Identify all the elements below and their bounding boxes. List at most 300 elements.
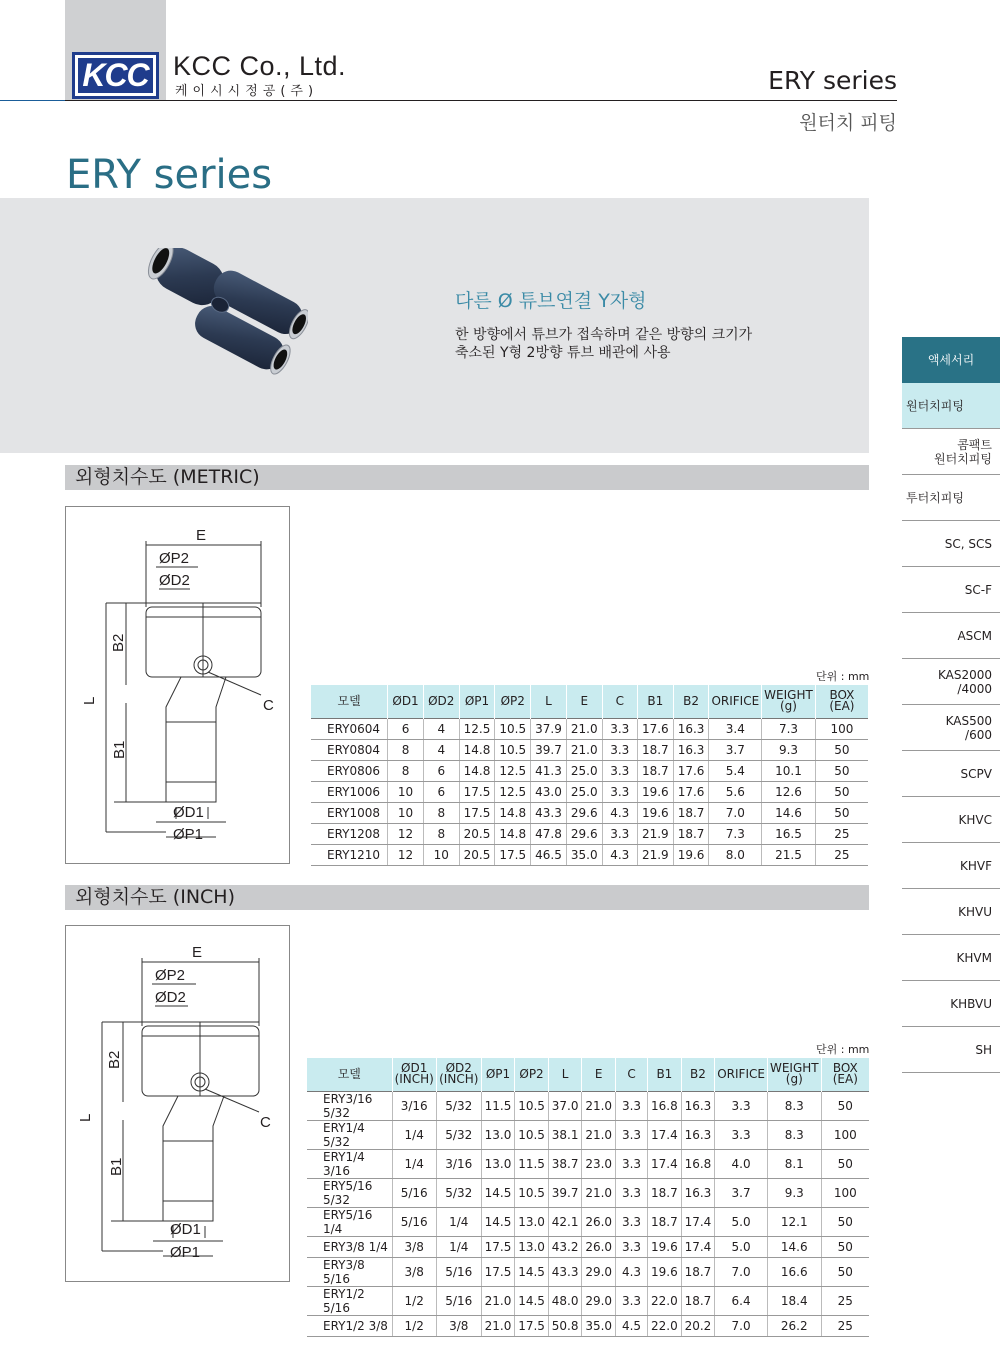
- value-cell: 14.8: [495, 802, 531, 823]
- value-cell: 3.3: [615, 1120, 647, 1149]
- col-l: L: [531, 685, 567, 718]
- col-p1: ØP1: [459, 685, 495, 718]
- value-cell: 4.3: [615, 1257, 647, 1286]
- sidebar-item-label: KAS500: [945, 713, 992, 728]
- value-cell: 21.0: [582, 1091, 616, 1120]
- value-cell: 6: [423, 760, 459, 781]
- value-cell: 4.0: [715, 1149, 768, 1178]
- value-cell: 47.8: [531, 823, 567, 844]
- value-cell: 12.5: [495, 781, 531, 802]
- value-cell: 17.5: [515, 1315, 549, 1336]
- value-cell: 21.5: [762, 844, 816, 865]
- table-row: [307, 1178, 869, 1207]
- model-cell: ERY1006: [311, 781, 388, 802]
- value-cell: 21.0: [582, 1120, 616, 1149]
- value-cell: 35.0: [582, 1315, 616, 1336]
- value-cell: 7.0: [715, 1315, 768, 1336]
- value-cell: 5.4: [709, 760, 762, 781]
- value-cell: 8.1: [767, 1149, 821, 1178]
- inch-dim-p2: ØP2: [155, 967, 186, 984]
- hero-desc-line-1: 한 방향에서 튜브가 접속하며 같은 방향의 크기가: [455, 327, 753, 343]
- value-cell: 3.3: [715, 1120, 768, 1149]
- product-image: [118, 248, 308, 388]
- value-cell: 1/2: [392, 1315, 436, 1336]
- value-cell: 50.8: [548, 1315, 582, 1336]
- value-cell: 14.5: [515, 1286, 549, 1315]
- value-cell: 10.5: [495, 718, 531, 739]
- sidebar-item-sc-scs[interactable]: [902, 521, 1000, 567]
- value-cell: 17.4: [681, 1236, 715, 1257]
- value-cell: 3.3: [615, 1236, 647, 1257]
- value-cell: 48.0: [548, 1286, 582, 1315]
- value-cell: 50: [815, 760, 868, 781]
- table-row: [307, 1286, 869, 1315]
- value-cell: 8: [423, 823, 459, 844]
- value-cell: 14.6: [767, 1236, 821, 1257]
- inch-dim-b2: B2: [106, 1050, 123, 1069]
- value-cell: 5/16: [392, 1207, 436, 1236]
- metric-dim-e: E: [196, 527, 207, 544]
- value-cell: 16.3: [681, 1178, 715, 1207]
- inch-dim-d1: ØD1: [170, 1221, 201, 1238]
- table-row: [307, 1120, 869, 1149]
- sidebar-item-label: SC-F: [964, 582, 992, 597]
- col-c: C: [602, 685, 637, 718]
- company-name: KCC Co., Ltd.: [173, 51, 347, 81]
- value-cell: 16.5: [762, 823, 816, 844]
- value-cell: 22.0: [648, 1315, 682, 1336]
- col-b1: B1: [637, 685, 673, 718]
- value-cell: 18.7: [681, 1286, 715, 1315]
- col-p1: ØP1: [481, 1058, 515, 1091]
- value-cell: 29.0: [582, 1257, 616, 1286]
- value-cell: 8.0: [709, 844, 762, 865]
- value-cell: 3/16: [392, 1091, 436, 1120]
- model-cell: ERY1208: [311, 823, 388, 844]
- model-cell: ERY0804: [311, 739, 388, 760]
- value-cell: 39.7: [548, 1178, 582, 1207]
- col-box: [821, 1058, 869, 1091]
- value-cell: 25: [821, 1315, 869, 1336]
- value-cell: 7.0: [709, 802, 762, 823]
- sidebar-item-label: KHVM: [956, 950, 992, 965]
- inch-dimension-drawing: [65, 925, 290, 1282]
- metric-dim-p2: ØP2: [159, 550, 190, 567]
- value-cell: 26.0: [582, 1236, 616, 1257]
- table-row: [311, 760, 868, 781]
- col-model: 모델: [311, 685, 388, 718]
- value-cell: 10.5: [515, 1091, 549, 1120]
- col-orifice: ORIFICE: [715, 1058, 768, 1091]
- value-cell: 50: [821, 1149, 869, 1178]
- value-cell: 3.7: [715, 1178, 768, 1207]
- value-cell: 8: [388, 760, 424, 781]
- value-cell: 17.4: [681, 1207, 715, 1236]
- model-cell: ERY3/16 5/32: [307, 1091, 392, 1120]
- value-cell: 8.3: [767, 1120, 821, 1149]
- company-logo: [72, 52, 159, 99]
- value-cell: 5/32: [436, 1091, 481, 1120]
- value-cell: 11.5: [481, 1091, 515, 1120]
- value-cell: 13.0: [515, 1207, 549, 1236]
- sidebar-item-accessory[interactable]: [902, 337, 1000, 383]
- value-cell: 7.0: [715, 1257, 768, 1286]
- value-cell: 14.6: [762, 802, 816, 823]
- value-cell: 25: [815, 823, 868, 844]
- col-d1-label: ØD1: [401, 1061, 428, 1076]
- model-cell: ERY1/2 3/8: [307, 1315, 392, 1336]
- value-cell: 1/2: [392, 1286, 436, 1315]
- value-cell: 10: [388, 781, 424, 802]
- value-cell: 18.7: [637, 739, 673, 760]
- value-cell: 29.6: [566, 823, 602, 844]
- metric-unit-label: 단위 : mm: [816, 670, 870, 683]
- metric-table-header: [311, 685, 868, 718]
- sidebar-item-khvu[interactable]: [902, 889, 1000, 935]
- value-cell: 1/4: [392, 1120, 436, 1149]
- value-cell: 35.0: [566, 844, 602, 865]
- col-box-unit: (EA): [829, 699, 855, 714]
- value-cell: 3.4: [709, 718, 762, 739]
- value-cell: 16.3: [681, 1091, 715, 1120]
- value-cell: 17.4: [648, 1120, 682, 1149]
- value-cell: 5.0: [715, 1207, 768, 1236]
- value-cell: 37.9: [531, 718, 567, 739]
- sidebar-item-one-touch-fitting[interactable]: [902, 383, 1000, 429]
- value-cell: 14.8: [459, 739, 495, 760]
- value-cell: 16.3: [681, 1120, 715, 1149]
- value-cell: 7.3: [762, 718, 816, 739]
- hero-title: 다른 Ø 튜브연결 Y자형: [455, 290, 647, 312]
- sidebar-item-label: 원터치피팅: [934, 451, 992, 466]
- metric-dim-l: L: [81, 696, 98, 705]
- value-cell: 5/32: [436, 1178, 481, 1207]
- table-row: [311, 802, 868, 823]
- value-cell: 50: [815, 802, 868, 823]
- value-cell: 100: [821, 1120, 869, 1149]
- value-cell: 19.6: [648, 1236, 682, 1257]
- value-cell: 3.3: [602, 760, 637, 781]
- value-cell: 25: [815, 844, 868, 865]
- col-d2-label: ØD2: [445, 1061, 472, 1076]
- sidebar-item-label: KHVC: [958, 812, 992, 827]
- value-cell: 50: [821, 1207, 869, 1236]
- value-cell: 5/32: [436, 1120, 481, 1149]
- inch-dim-l: L: [77, 1113, 94, 1122]
- sidebar-item-sc-f[interactable]: [902, 567, 1000, 613]
- value-cell: 43.3: [548, 1257, 582, 1286]
- value-cell: 38.7: [548, 1149, 582, 1178]
- hero-description: [455, 326, 815, 362]
- value-cell: 18.7: [637, 760, 673, 781]
- value-cell: 16.8: [681, 1149, 715, 1178]
- value-cell: 1/4: [436, 1207, 481, 1236]
- value-cell: 14.5: [481, 1178, 515, 1207]
- value-cell: 21.9: [637, 844, 673, 865]
- header-divider-accent: [0, 100, 65, 101]
- value-cell: 3.3: [602, 739, 637, 760]
- value-cell: 39.7: [531, 739, 567, 760]
- col-p2: ØP2: [495, 685, 531, 718]
- value-cell: 3.7: [709, 739, 762, 760]
- value-cell: 6.4: [715, 1286, 768, 1315]
- col-d2-inch: [436, 1058, 481, 1091]
- col-orifice: ORIFICE: [709, 685, 762, 718]
- col-d1-inch: [392, 1058, 436, 1091]
- value-cell: 37.0: [548, 1091, 582, 1120]
- value-cell: 3.3: [602, 781, 637, 802]
- value-cell: 19.6: [637, 802, 673, 823]
- value-cell: 3.3: [615, 1207, 647, 1236]
- inch-dim-p1: ØP1: [170, 1244, 201, 1261]
- value-cell: 25.0: [566, 760, 602, 781]
- value-cell: 23.0: [582, 1149, 616, 1178]
- value-cell: 14.8: [495, 823, 531, 844]
- inch-table-header: [307, 1058, 869, 1091]
- metric-section-title: 외형치수도 (METRIC): [65, 465, 869, 490]
- value-cell: 3/8: [436, 1315, 481, 1336]
- value-cell: 5/16: [436, 1286, 481, 1315]
- value-cell: 100: [815, 718, 868, 739]
- value-cell: 17.4: [648, 1149, 682, 1178]
- metric-dim-d2: ØD2: [159, 572, 190, 589]
- value-cell: 12.5: [459, 718, 495, 739]
- value-cell: 25: [821, 1286, 869, 1315]
- value-cell: 50: [821, 1236, 869, 1257]
- value-cell: 13.0: [481, 1149, 515, 1178]
- sidebar-item-ascm[interactable]: [902, 613, 1000, 659]
- inch-section-title: 외형치수도 (INCH): [65, 885, 869, 910]
- value-cell: 43.2: [548, 1236, 582, 1257]
- value-cell: 3.3: [602, 718, 637, 739]
- value-cell: 50: [821, 1091, 869, 1120]
- value-cell: 4: [423, 739, 459, 760]
- sidebar-item-label: /600: [965, 727, 992, 742]
- table-row: [307, 1091, 869, 1120]
- table-row: [307, 1315, 869, 1336]
- value-cell: 4: [423, 718, 459, 739]
- value-cell: 17.6: [637, 718, 673, 739]
- metric-dim-b2: B2: [110, 633, 127, 652]
- value-cell: 3.3: [715, 1091, 768, 1120]
- metric-dim-d1: ØD1: [173, 804, 204, 821]
- sidebar-item-two-touch-fitting[interactable]: [902, 475, 1000, 521]
- value-cell: 3/8: [392, 1236, 436, 1257]
- col-p2: ØP2: [515, 1058, 549, 1091]
- value-cell: 8: [388, 739, 424, 760]
- value-cell: 22.0: [648, 1286, 682, 1315]
- col-box-unit: (EA): [832, 1072, 858, 1087]
- value-cell: 21.0: [566, 739, 602, 760]
- value-cell: 43.0: [531, 781, 567, 802]
- col-b1: B1: [648, 1058, 682, 1091]
- model-cell: ERY5/16 5/32: [307, 1178, 392, 1207]
- value-cell: 38.1: [548, 1120, 582, 1149]
- value-cell: 8.3: [767, 1091, 821, 1120]
- value-cell: 46.5: [531, 844, 567, 865]
- value-cell: 5.6: [709, 781, 762, 802]
- inch-dim-d2: ØD2: [155, 989, 186, 1006]
- col-weight-label: WEIGHT: [769, 1061, 819, 1076]
- value-cell: 9.3: [767, 1178, 821, 1207]
- value-cell: 18.7: [673, 823, 709, 844]
- inch-unit-label: 단위 : mm: [816, 1043, 870, 1056]
- value-cell: 16.3: [673, 739, 709, 760]
- value-cell: 21.0: [481, 1286, 515, 1315]
- value-cell: 12.1: [767, 1207, 821, 1236]
- sidebar-item-compact-fitting[interactable]: [902, 429, 1000, 475]
- inch-table-body: [307, 1091, 869, 1336]
- col-d1-unit: (INCH): [394, 1072, 434, 1087]
- inch-dim-e: E: [192, 944, 203, 961]
- col-d2: ØD2: [423, 685, 459, 718]
- value-cell: 3.3: [615, 1091, 647, 1120]
- value-cell: 10.1: [762, 760, 816, 781]
- value-cell: 11.5: [515, 1149, 549, 1178]
- value-cell: 1/4: [436, 1236, 481, 1257]
- value-cell: 19.6: [673, 844, 709, 865]
- sidebar-item-label: SCPV: [960, 766, 992, 781]
- col-d1: ØD1: [388, 685, 424, 718]
- value-cell: 17.5: [459, 781, 495, 802]
- sidebar-item-label: SC, SCS: [944, 536, 992, 551]
- col-box-label: BOX: [829, 688, 855, 703]
- value-cell: 17.6: [673, 781, 709, 802]
- table-row: [307, 1149, 869, 1178]
- col-box-label: BOX: [832, 1061, 858, 1076]
- sidebar-item-khvc[interactable]: [902, 797, 1000, 843]
- sidebar-item-kas2000[interactable]: [902, 659, 1000, 705]
- value-cell: 10.5: [515, 1120, 549, 1149]
- sidebar-item-label: 액세서리: [927, 353, 975, 367]
- col-weight: [762, 685, 816, 718]
- table-row: [311, 844, 868, 865]
- value-cell: 4.3: [602, 802, 637, 823]
- value-cell: 14.8: [459, 760, 495, 781]
- sidebar-item-label: KHVU: [958, 904, 992, 919]
- col-weight-label: WEIGHT: [764, 688, 813, 703]
- sidebar-item-khvm[interactable]: [902, 935, 1000, 981]
- value-cell: 18.7: [673, 802, 709, 823]
- value-cell: 18.7: [648, 1207, 682, 1236]
- value-cell: 12: [388, 823, 424, 844]
- value-cell: 100: [821, 1178, 869, 1207]
- metric-table-body: [311, 718, 868, 865]
- value-cell: 21.0: [481, 1315, 515, 1336]
- metric-dimension-drawing: [65, 506, 290, 864]
- sidebar-item-label: KHBVU: [950, 996, 992, 1011]
- col-e: E: [566, 685, 602, 718]
- value-cell: 8: [423, 802, 459, 823]
- table-row: [311, 739, 868, 760]
- col-e: E: [582, 1058, 616, 1091]
- header-divider: [0, 100, 897, 101]
- sidebar-item-scpv[interactable]: [902, 751, 1000, 797]
- value-cell: 4.5: [615, 1315, 647, 1336]
- sidebar-item-label: ASCM: [957, 628, 992, 643]
- sidebar-item-khbvu[interactable]: [902, 981, 1000, 1027]
- value-cell: 50: [815, 781, 868, 802]
- inch-dim-c: C: [260, 1114, 271, 1131]
- model-cell: ERY0604: [311, 718, 388, 739]
- value-cell: 18.4: [767, 1286, 821, 1315]
- model-cell: ERY5/16 1/4: [307, 1207, 392, 1236]
- value-cell: 12: [388, 844, 424, 865]
- value-cell: 10.5: [515, 1178, 549, 1207]
- col-b2: B2: [681, 1058, 715, 1091]
- model-cell: ERY3/8 5/16: [307, 1257, 392, 1286]
- col-l: L: [548, 1058, 582, 1091]
- col-b2: B2: [673, 685, 709, 718]
- inch-spec-table: [307, 1058, 869, 1337]
- value-cell: 10: [388, 802, 424, 823]
- sidebar-item-label: 콤팩트: [957, 437, 992, 452]
- value-cell: 21.0: [582, 1178, 616, 1207]
- model-cell: ERY3/8 1/4: [307, 1236, 392, 1257]
- sidebar-item-sh[interactable]: [902, 1027, 1000, 1073]
- value-cell: 16.8: [648, 1091, 682, 1120]
- page-title: ERY series: [66, 152, 273, 198]
- sidebar-item-kas500[interactable]: [902, 705, 1000, 751]
- value-cell: 21.0: [566, 718, 602, 739]
- value-cell: 16.3: [673, 718, 709, 739]
- col-weight: [767, 1058, 821, 1091]
- value-cell: 26.2: [767, 1315, 821, 1336]
- logo-text: KCC: [78, 58, 153, 93]
- value-cell: 5.0: [715, 1236, 768, 1257]
- value-cell: 17.6: [673, 760, 709, 781]
- value-cell: 3/8: [392, 1257, 436, 1286]
- value-cell: 41.3: [531, 760, 567, 781]
- model-cell: ERY1/4 3/16: [307, 1149, 392, 1178]
- value-cell: 14.5: [515, 1257, 549, 1286]
- table-row: [311, 718, 868, 739]
- col-box: [815, 685, 868, 718]
- value-cell: 12.5: [495, 760, 531, 781]
- value-cell: 7.3: [709, 823, 762, 844]
- value-cell: 42.1: [548, 1207, 582, 1236]
- value-cell: 26.0: [582, 1207, 616, 1236]
- sidebar-item-label: 원터치피팅: [906, 398, 964, 413]
- value-cell: 17.5: [481, 1236, 515, 1257]
- value-cell: 29.0: [582, 1286, 616, 1315]
- value-cell: 25.0: [566, 781, 602, 802]
- value-cell: 9.3: [762, 739, 816, 760]
- value-cell: 3.3: [615, 1286, 647, 1315]
- sidebar-item-khvf[interactable]: [902, 843, 1000, 889]
- sidebar-item-label: SH: [975, 1042, 992, 1057]
- inch-dim-b1: B1: [108, 1157, 125, 1176]
- metric-dim-b1: B1: [111, 740, 128, 759]
- value-cell: 12.6: [762, 781, 816, 802]
- value-cell: 19.6: [637, 781, 673, 802]
- value-cell: 21.9: [637, 823, 673, 844]
- series-title: ERY series: [768, 66, 897, 95]
- value-cell: 17.5: [495, 844, 531, 865]
- value-cell: 1/4: [392, 1149, 436, 1178]
- value-cell: 17.5: [459, 802, 495, 823]
- value-cell: 29.6: [566, 802, 602, 823]
- value-cell: 14.5: [481, 1207, 515, 1236]
- value-cell: 18.7: [681, 1257, 715, 1286]
- model-cell: ERY1/2 5/16: [307, 1286, 392, 1315]
- value-cell: 10.5: [495, 739, 531, 760]
- value-cell: 6: [423, 781, 459, 802]
- table-row: [311, 781, 868, 802]
- value-cell: 20.5: [459, 823, 495, 844]
- col-weight-unit: (g): [785, 1072, 803, 1087]
- col-d2-unit: (INCH): [439, 1072, 479, 1087]
